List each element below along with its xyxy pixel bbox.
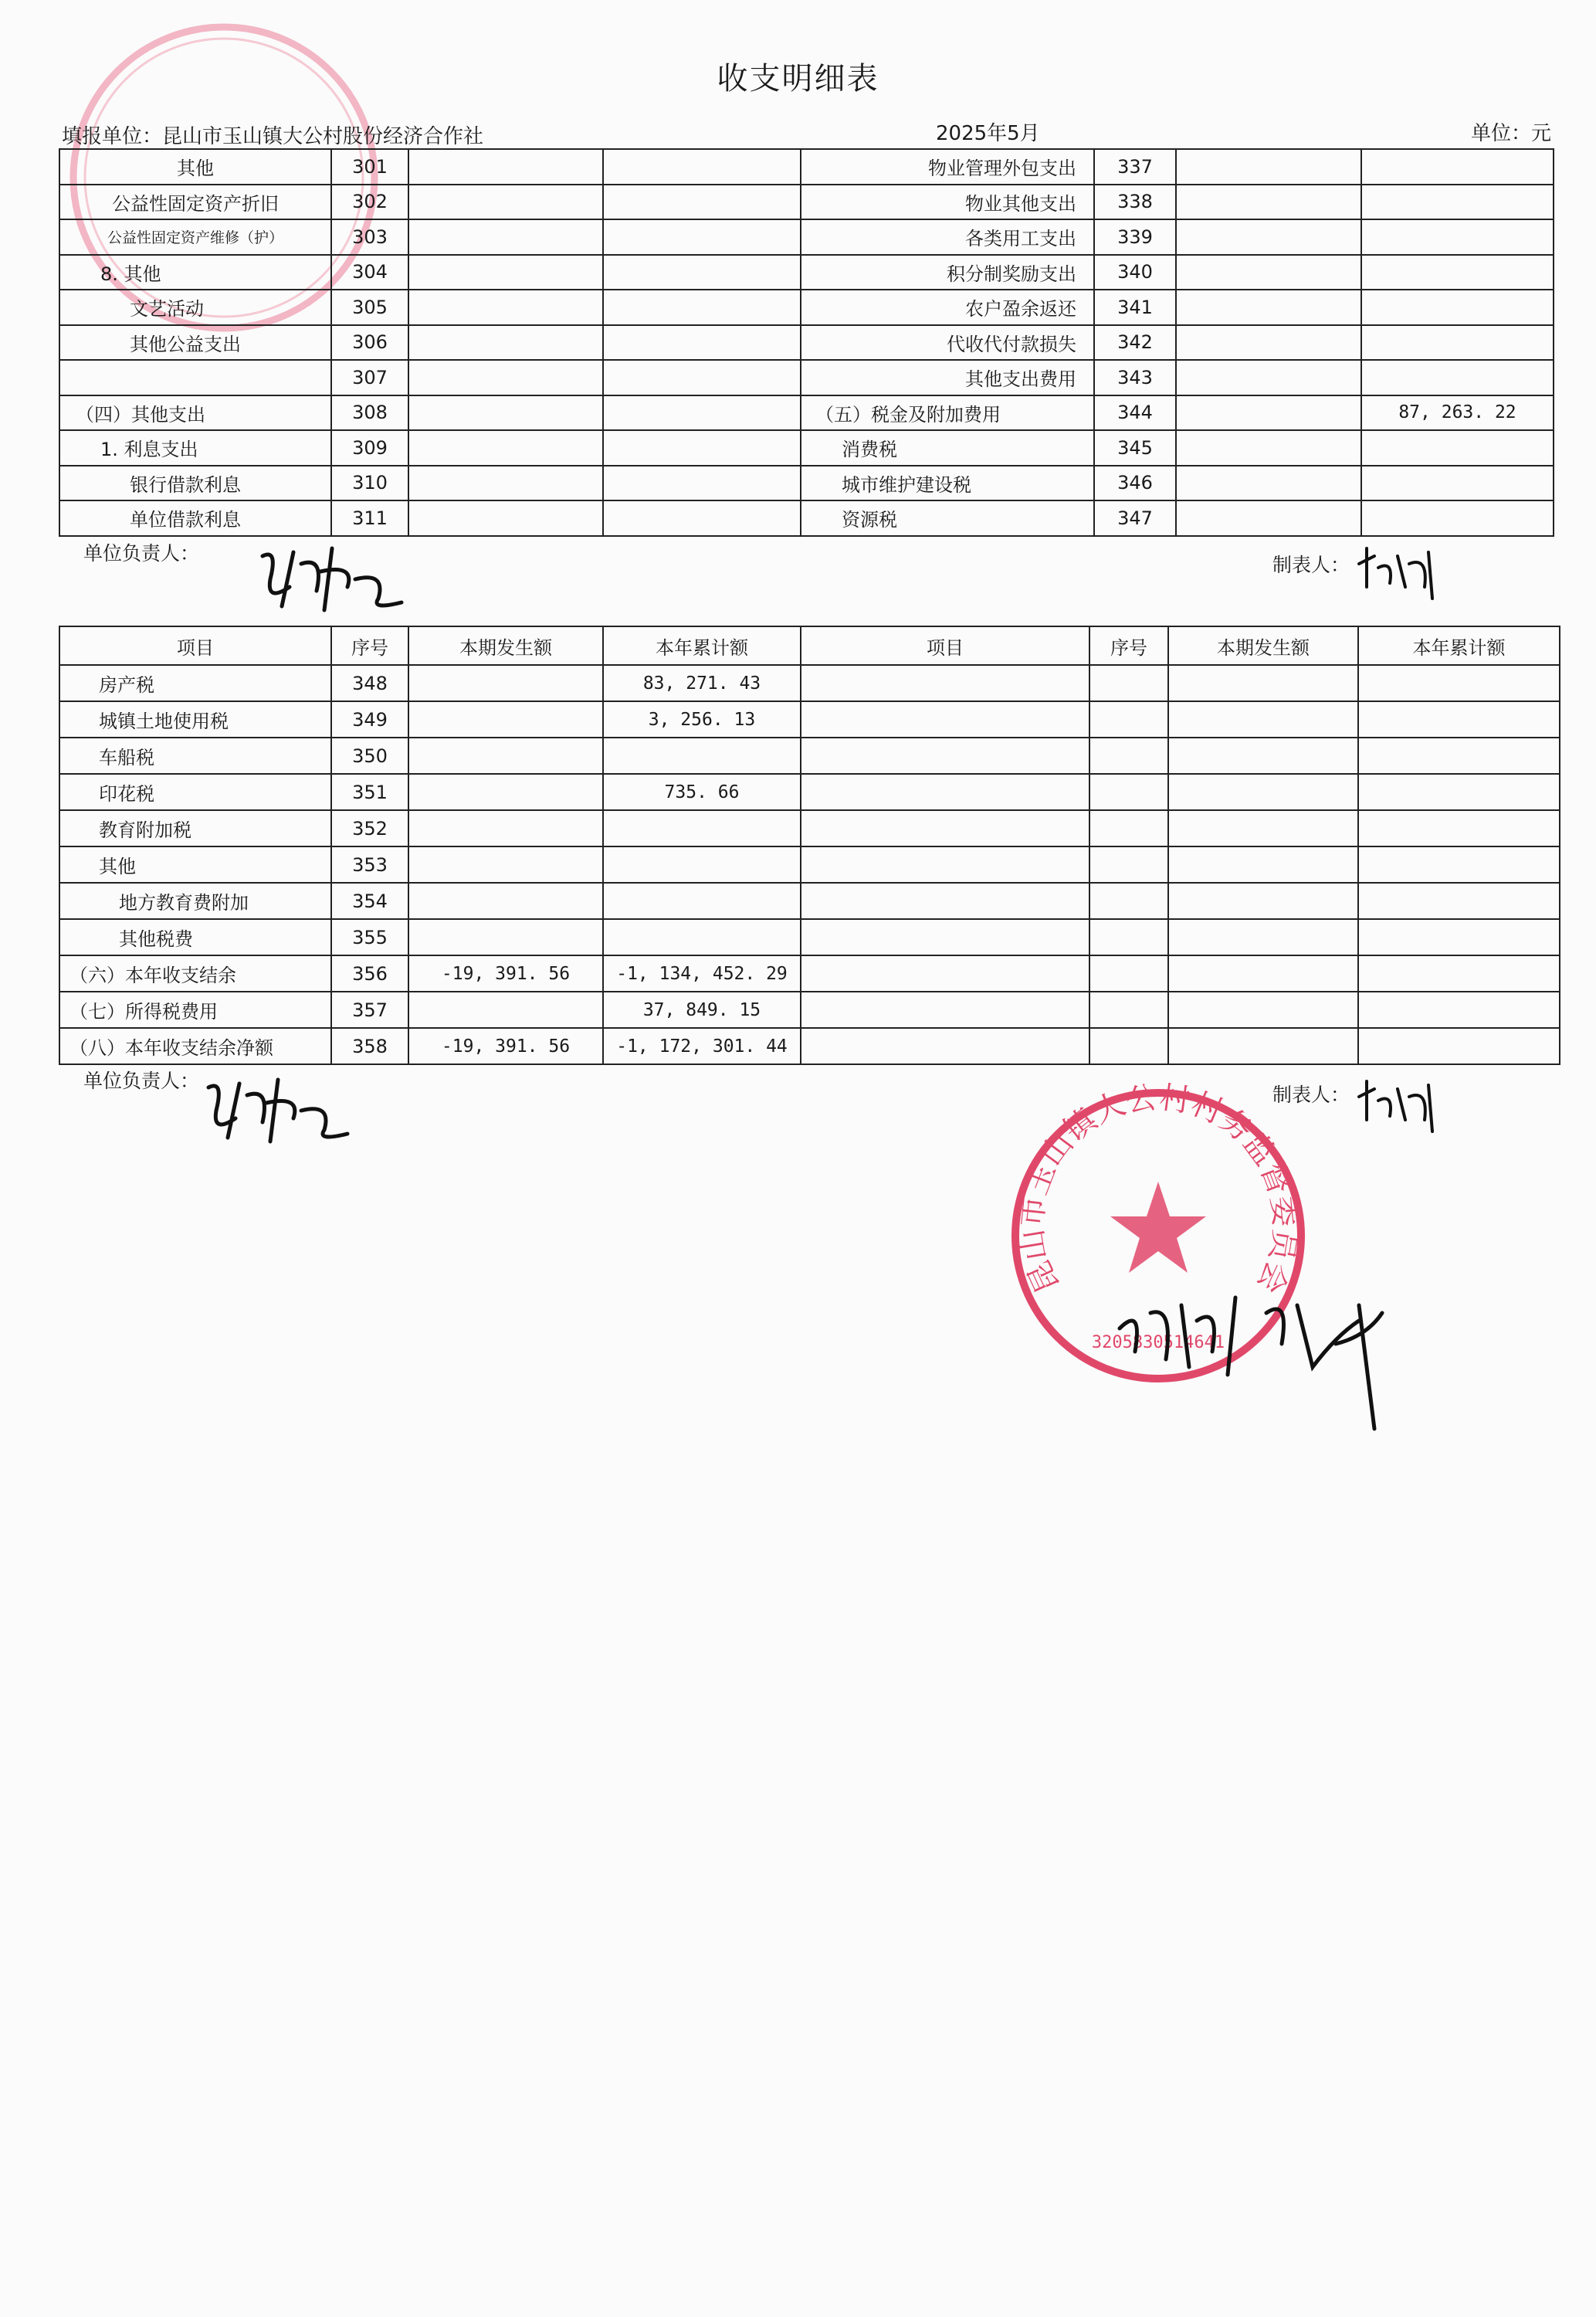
current-amount — [408, 701, 603, 738]
row-number: 337 — [1094, 149, 1176, 185]
table-row — [59, 701, 1560, 738]
item-name: （八）本年收支结余净额 — [59, 1028, 331, 1064]
current-amount — [408, 325, 603, 361]
empty-cell — [1089, 919, 1168, 955]
empty-cell — [1168, 846, 1358, 883]
expense-table-top — [59, 148, 1554, 537]
row-number: 310 — [331, 466, 408, 501]
current-amount — [1176, 466, 1361, 501]
ytd-amount — [1361, 466, 1554, 501]
supervisor-signatures — [1104, 1274, 1428, 1444]
item-name: （四）其他支出 — [59, 395, 331, 431]
empty-cell — [1168, 810, 1358, 846]
empty-cell — [801, 919, 1089, 955]
item-name: 代收代付款损失 — [801, 325, 1094, 361]
current-amount — [1176, 325, 1361, 361]
column-header: 本年累计额 — [603, 626, 801, 665]
empty-cell — [1089, 1028, 1168, 1064]
table-row — [59, 500, 1554, 536]
current-amount — [408, 738, 603, 774]
current-amount — [408, 500, 603, 536]
empty-cell — [1168, 774, 1358, 810]
empty-cell — [1168, 701, 1358, 738]
preparer-signature — [1351, 541, 1452, 602]
ytd-amount — [603, 919, 801, 955]
ytd-amount — [603, 466, 801, 501]
item-name: 其他公益支出 — [59, 325, 331, 361]
empty-cell — [801, 701, 1089, 738]
item-name: 积分制奖励支出 — [801, 255, 1094, 290]
unit-head-label-2: 单位负责人： — [83, 1070, 200, 1092]
row-number: 304 — [331, 255, 408, 290]
ytd-amount: 83, 271. 43 — [603, 665, 801, 701]
item-name: （六）本年收支结余 — [59, 955, 331, 992]
current-amount: -19, 391. 56 — [408, 955, 603, 992]
ytd-amount — [1361, 219, 1554, 255]
item-name: 消费税 — [801, 430, 1094, 466]
row-number: 351 — [331, 774, 408, 810]
empty-cell — [1168, 883, 1358, 919]
ytd-amount — [603, 738, 801, 774]
empty-cell — [801, 1028, 1089, 1064]
empty-cell — [801, 774, 1089, 810]
ytd-amount — [603, 395, 801, 431]
column-header: 项目 — [801, 626, 1089, 665]
tax-table-bottom — [59, 626, 1560, 1065]
empty-cell — [1089, 992, 1168, 1028]
row-number: 338 — [1094, 185, 1176, 220]
ytd-amount — [603, 219, 801, 255]
table-row — [59, 395, 1554, 431]
ytd-amount — [603, 883, 801, 919]
row-number: 301 — [331, 149, 408, 185]
ytd-amount — [1361, 360, 1554, 395]
empty-cell — [1168, 665, 1358, 701]
item-name: 教育附加税 — [59, 810, 331, 846]
column-header: 序号 — [1089, 626, 1168, 665]
row-number: 308 — [331, 395, 408, 431]
empty-cell — [1358, 738, 1560, 774]
ytd-amount — [1361, 149, 1554, 185]
current-amount — [1176, 500, 1361, 536]
empty-cell — [1358, 774, 1560, 810]
row-number: 358 — [331, 1028, 408, 1064]
table-row — [59, 992, 1560, 1028]
current-amount: -19, 391. 56 — [408, 1028, 603, 1064]
row-number: 356 — [331, 955, 408, 992]
empty-cell — [1358, 665, 1560, 701]
empty-cell — [801, 955, 1089, 992]
row-number: 307 — [331, 360, 408, 395]
empty-cell — [1358, 955, 1560, 992]
preparer-label-2: 制表人： — [1272, 1084, 1350, 1106]
empty-cell — [801, 738, 1089, 774]
ytd-amount — [603, 810, 801, 846]
row-number: 305 — [331, 290, 408, 325]
unit-head-signature-2 — [193, 1064, 378, 1149]
item-name: 城镇土地使用税 — [59, 701, 331, 738]
current-amount — [408, 846, 603, 883]
empty-cell — [801, 665, 1089, 701]
empty-cell — [1358, 810, 1560, 846]
current-amount — [1176, 219, 1361, 255]
seal-code: 3205830514641 — [1091, 1333, 1225, 1352]
ytd-amount — [603, 149, 801, 185]
item-name: 印花税 — [59, 774, 331, 810]
table-row — [59, 883, 1560, 919]
table-row — [59, 149, 1554, 185]
current-amount — [408, 395, 603, 431]
ytd-amount — [603, 325, 801, 361]
row-number: 306 — [331, 325, 408, 361]
ytd-amount: -1, 172, 301. 44 — [603, 1028, 801, 1064]
item-name: 资源税 — [801, 500, 1094, 536]
unit-head-signature — [247, 533, 432, 618]
table-row — [59, 919, 1560, 955]
empty-cell — [1358, 846, 1560, 883]
row-number: 309 — [331, 430, 408, 466]
row-number: 354 — [331, 883, 408, 919]
item-name: 各类用工支出 — [801, 219, 1094, 255]
current-amount — [1176, 395, 1361, 431]
current-amount — [408, 466, 603, 501]
preparer-label: 制表人： — [1272, 554, 1350, 576]
table-row — [59, 430, 1554, 466]
empty-cell — [1089, 846, 1168, 883]
empty-cell — [1089, 701, 1168, 738]
current-amount — [408, 919, 603, 955]
preparer-signature-2 — [1351, 1074, 1452, 1135]
table-row — [59, 325, 1554, 361]
row-number: 344 — [1094, 395, 1176, 431]
row-number: 348 — [331, 665, 408, 701]
empty-cell — [1089, 883, 1168, 919]
current-amount — [1176, 290, 1361, 325]
current-amount — [1176, 360, 1361, 395]
empty-cell — [1168, 955, 1358, 992]
current-amount — [1176, 255, 1361, 290]
empty-cell — [801, 883, 1089, 919]
item-name: 物业管理外包支出 — [801, 149, 1094, 185]
ytd-amount — [603, 430, 801, 466]
ytd-amount — [603, 255, 801, 290]
column-header: 本期发生额 — [408, 626, 603, 665]
item-name: 公益性固定资产维修（护） — [59, 219, 331, 255]
current-amount — [408, 430, 603, 466]
row-number: 346 — [1094, 466, 1176, 501]
ytd-amount — [1361, 185, 1554, 220]
column-header: 序号 — [331, 626, 408, 665]
ytd-amount — [603, 290, 801, 325]
item-name: 公益性固定资产折旧 — [59, 185, 331, 220]
ytd-amount — [603, 185, 801, 220]
item-name: 城市维护建设税 — [801, 466, 1094, 501]
column-header: 本年累计额 — [1358, 626, 1560, 665]
ytd-amount — [1361, 325, 1554, 361]
item-name: 其他税费 — [59, 919, 331, 955]
row-number: 302 — [331, 185, 408, 220]
row-number: 353 — [331, 846, 408, 883]
table-row — [59, 846, 1560, 883]
column-header: 本期发生额 — [1168, 626, 1358, 665]
empty-cell — [1168, 738, 1358, 774]
table-row — [59, 290, 1554, 325]
ytd-amount — [1361, 255, 1554, 290]
empty-cell — [1358, 919, 1560, 955]
seal-text: 昆山市玉山镇大公村村务监督委员会 — [1013, 1081, 1303, 1299]
current-amount — [408, 360, 603, 395]
empty-cell — [1358, 883, 1560, 919]
item-name: 房产税 — [59, 665, 331, 701]
item-name: 农户盈余返还 — [801, 290, 1094, 325]
empty-cell — [1168, 919, 1358, 955]
table-row — [59, 1028, 1560, 1064]
empty-cell — [1358, 1028, 1560, 1064]
item-name: 单位借款利息 — [59, 500, 331, 536]
row-number: 349 — [331, 701, 408, 738]
current-amount — [408, 883, 603, 919]
empty-cell — [1089, 810, 1168, 846]
column-header: 项目 — [59, 626, 331, 665]
table-row — [59, 665, 1560, 701]
item-name: 8. 其他 — [59, 255, 331, 290]
current-amount — [408, 219, 603, 255]
current-amount — [408, 255, 603, 290]
table-row — [59, 185, 1554, 220]
row-number: 341 — [1094, 290, 1176, 325]
item-name: （七）所得税费用 — [59, 992, 331, 1028]
empty-cell — [1089, 665, 1168, 701]
table-row — [59, 774, 1560, 810]
item-name: 其他 — [59, 846, 331, 883]
item-name: 其他支出费用 — [801, 360, 1094, 395]
row-number: 350 — [331, 738, 408, 774]
row-number: 340 — [1094, 255, 1176, 290]
item-name: 银行借款利息 — [59, 466, 331, 501]
row-number: 357 — [331, 992, 408, 1028]
ytd-amount — [1361, 500, 1554, 536]
ytd-amount: 3, 256. 13 — [603, 701, 801, 738]
ytd-amount — [603, 500, 801, 536]
ytd-amount — [1361, 430, 1554, 466]
header-row — [59, 626, 1560, 665]
empty-cell — [1089, 774, 1168, 810]
ytd-amount: -1, 134, 452. 29 — [603, 955, 801, 992]
ytd-amount — [603, 846, 801, 883]
item-name: 其他 — [59, 149, 331, 185]
empty-cell — [1089, 955, 1168, 992]
ytd-amount: 37, 849. 15 — [603, 992, 801, 1028]
ytd-amount: 735. 66 — [603, 774, 801, 810]
current-amount — [408, 185, 603, 220]
empty-cell — [801, 810, 1089, 846]
current-amount — [408, 665, 603, 701]
current-amount — [1176, 185, 1361, 220]
table-row — [59, 360, 1554, 395]
row-number: 311 — [331, 500, 408, 536]
reporting-unit: 填报单位：昆山市玉山镇大公村股份经济合作社 — [62, 125, 484, 148]
empty-cell — [801, 846, 1089, 883]
current-amount — [408, 774, 603, 810]
row-number: 303 — [331, 219, 408, 255]
row-number: 352 — [331, 810, 408, 846]
empty-cell — [1358, 701, 1560, 738]
empty-cell — [1089, 738, 1168, 774]
row-number: 339 — [1094, 219, 1176, 255]
ytd-amount — [1361, 290, 1554, 325]
current-amount — [408, 992, 603, 1028]
row-number: 345 — [1094, 430, 1176, 466]
report-period: 2025年5月 — [936, 122, 1040, 145]
table-row — [59, 738, 1560, 774]
ytd-amount — [603, 360, 801, 395]
unit-head-label: 单位负责人： — [83, 542, 200, 565]
currency-unit: 单位：元 — [1471, 122, 1552, 145]
empty-cell — [1358, 992, 1560, 1028]
empty-cell — [1168, 1028, 1358, 1064]
item-name: （五）税金及附加费用 — [801, 395, 1094, 431]
row-number: 343 — [1094, 360, 1176, 395]
table-row — [59, 466, 1554, 501]
item-name: 1. 利息支出 — [59, 430, 331, 466]
page-title: 收支明细表 — [717, 61, 879, 97]
row-number: 342 — [1094, 325, 1176, 361]
item-name: 物业其他支出 — [801, 185, 1094, 220]
empty-cell — [1168, 992, 1358, 1028]
current-amount — [1176, 149, 1361, 185]
table-row — [59, 255, 1554, 290]
current-amount — [408, 810, 603, 846]
current-amount — [1176, 430, 1361, 466]
ytd-amount: 87, 263. 22 — [1361, 395, 1554, 431]
current-amount — [408, 290, 603, 325]
table-row — [59, 810, 1560, 846]
row-number: 347 — [1094, 500, 1176, 536]
empty-cell — [801, 992, 1089, 1028]
current-amount — [408, 149, 603, 185]
item-name: 地方教育费附加 — [59, 883, 331, 919]
item-name — [59, 360, 331, 395]
item-name: 车船税 — [59, 738, 331, 774]
row-number: 355 — [331, 919, 408, 955]
item-name: 文艺活动 — [59, 290, 331, 325]
table-row — [59, 219, 1554, 255]
table-row — [59, 955, 1560, 992]
